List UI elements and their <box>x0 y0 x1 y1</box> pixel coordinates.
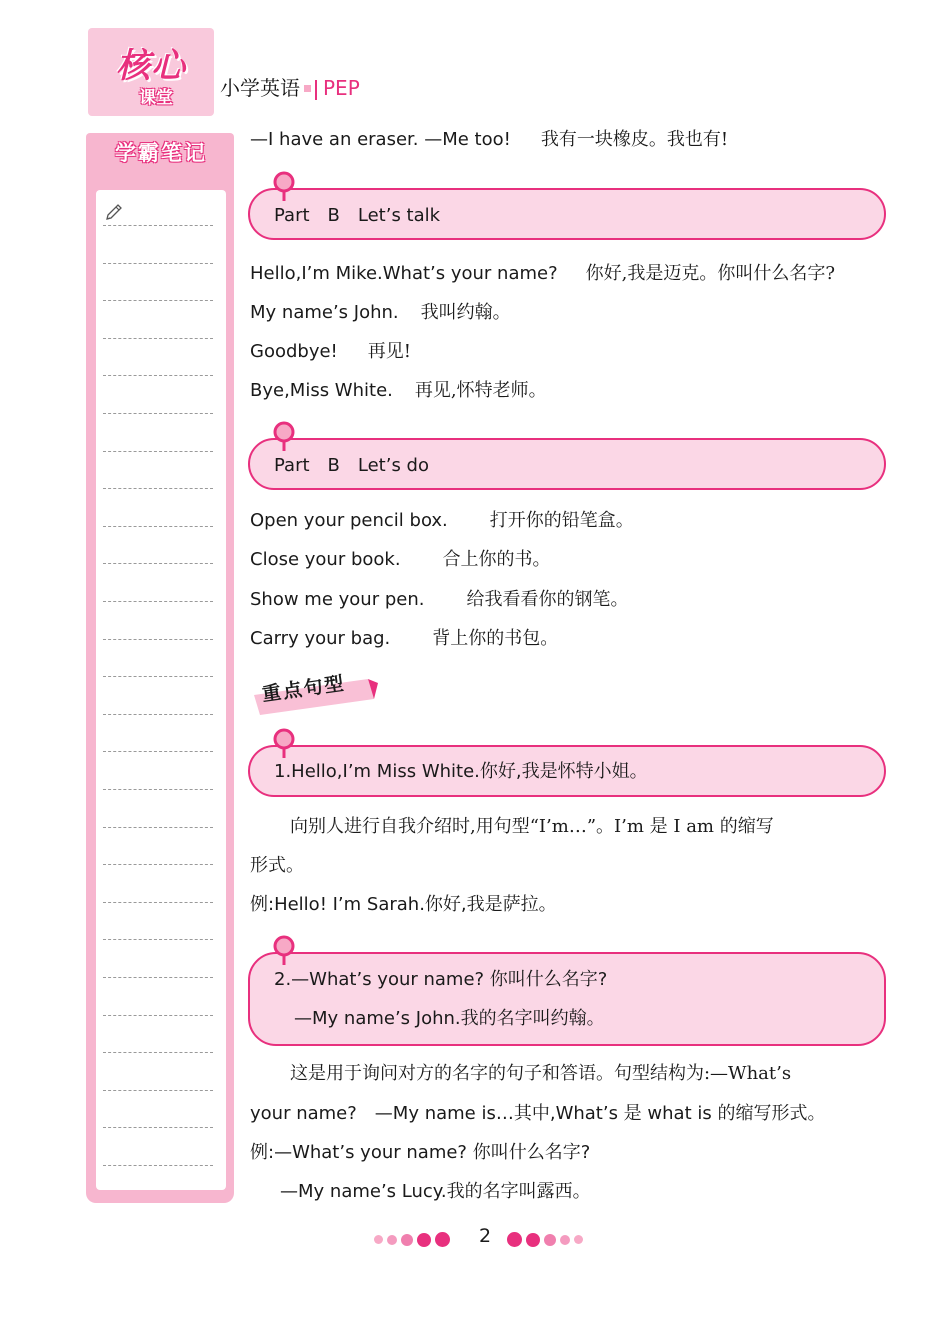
dialog-line: My name’s John. 我叫约翰。 <box>250 302 511 323</box>
note-line <box>103 1165 213 1166</box>
subject-label: 小学英语 <box>220 76 300 100</box>
note-line <box>103 1090 213 1091</box>
magnifier-icon <box>270 727 300 759</box>
magnifier-icon <box>270 420 300 452</box>
magnifier-icon <box>270 934 300 966</box>
note-line <box>103 939 213 940</box>
instruction-line: Close your book. 合上你的书。 <box>250 549 551 570</box>
explanation-text: 形式。 <box>250 855 304 876</box>
edition-label: PEP <box>323 76 360 100</box>
note-line <box>103 263 213 264</box>
pencil-icon <box>104 202 124 222</box>
key-sentence-heading-1: 1.Hello,I’m Miss White.你好,我是怀特小姐。 <box>274 761 648 782</box>
note-line <box>103 338 213 339</box>
note-line <box>103 639 213 640</box>
dialog-line: Hello,I’m Mike.What’s your name? 你好,我是迈克。你叫什么名字? <box>250 263 836 284</box>
note-line <box>103 375 213 376</box>
intro-en: —I have an eraser. —Me too! <box>250 129 511 150</box>
footer-dots-right <box>505 1229 585 1243</box>
example-text: —My name’s Lucy.我的名字叫露西。 <box>280 1181 591 1202</box>
note-line <box>103 225 213 226</box>
instruction-line: Open your pencil box. 打开你的铅笔盒。 <box>250 510 634 531</box>
note-line <box>103 1127 213 1128</box>
note-line <box>103 676 213 677</box>
dialog-line: Bye,Miss White. 再见,怀特老师。 <box>250 380 547 401</box>
note-line <box>103 977 213 978</box>
example-text: 例:Hello! I’m Sarah.你好,我是萨拉。 <box>250 894 557 915</box>
note-line <box>103 789 213 790</box>
instruction-line: Carry your bag. 背上你的书包。 <box>250 628 559 649</box>
intro-line <box>250 128 728 152</box>
footer-dots-left <box>372 1229 452 1243</box>
note-line <box>103 451 213 452</box>
square-bullet-icon <box>304 85 311 92</box>
note-line <box>103 526 213 527</box>
note-line <box>103 488 213 489</box>
section-heading: Part B Let’s talk <box>274 205 441 226</box>
note-line <box>103 300 213 301</box>
key-sentence-heading-2: 2.—What’s your name? 你叫什么名字? <box>274 969 608 990</box>
dialog-line: Goodbye! 再见! <box>250 341 412 362</box>
page-number: 2 <box>478 1225 492 1247</box>
explanation-text: 向别人进行自我介绍时,用句型“I’m…”。I’m 是 I am 的缩写 <box>290 816 774 837</box>
note-line <box>103 902 213 903</box>
explanation-text: 这是用于询问对方的名字的句子和答语。句型结构为:—What’s <box>290 1063 792 1084</box>
note-line <box>103 827 213 828</box>
note-lines <box>103 225 213 1175</box>
note-line <box>103 714 213 715</box>
logo-title: 核心 <box>116 46 186 86</box>
divider <box>315 80 317 100</box>
section-heading: Part B Let’s do <box>274 455 429 476</box>
key-sentence-answer-2: —My name’s John.我的名字叫约翰。 <box>294 1008 605 1029</box>
example-text: 例:—What’s your name? 你叫什么名字? <box>250 1142 591 1163</box>
key-sentences-tag: 重点句型 <box>260 672 347 706</box>
note-line <box>103 751 213 752</box>
key-sentence-banner-2 <box>248 952 886 1046</box>
intro-cn: 我有一块橡皮。我也有! <box>540 129 729 150</box>
note-line <box>103 1052 213 1053</box>
note-line <box>103 864 213 865</box>
instruction-line: Show me your pen. 给我看看你的钢笔。 <box>250 589 629 610</box>
note-line <box>103 413 213 414</box>
note-line <box>103 1015 213 1016</box>
magnifier-icon <box>270 170 300 202</box>
note-line <box>103 601 213 602</box>
sidebar-title: 学霸笔记 <box>115 141 207 165</box>
logo-subtitle: 课堂 <box>139 88 173 108</box>
explanation-text: your name? —My name is…其中,What’s 是 what is 的缩写形式。 <box>250 1103 826 1124</box>
note-line <box>103 563 213 564</box>
series-label <box>220 75 360 101</box>
